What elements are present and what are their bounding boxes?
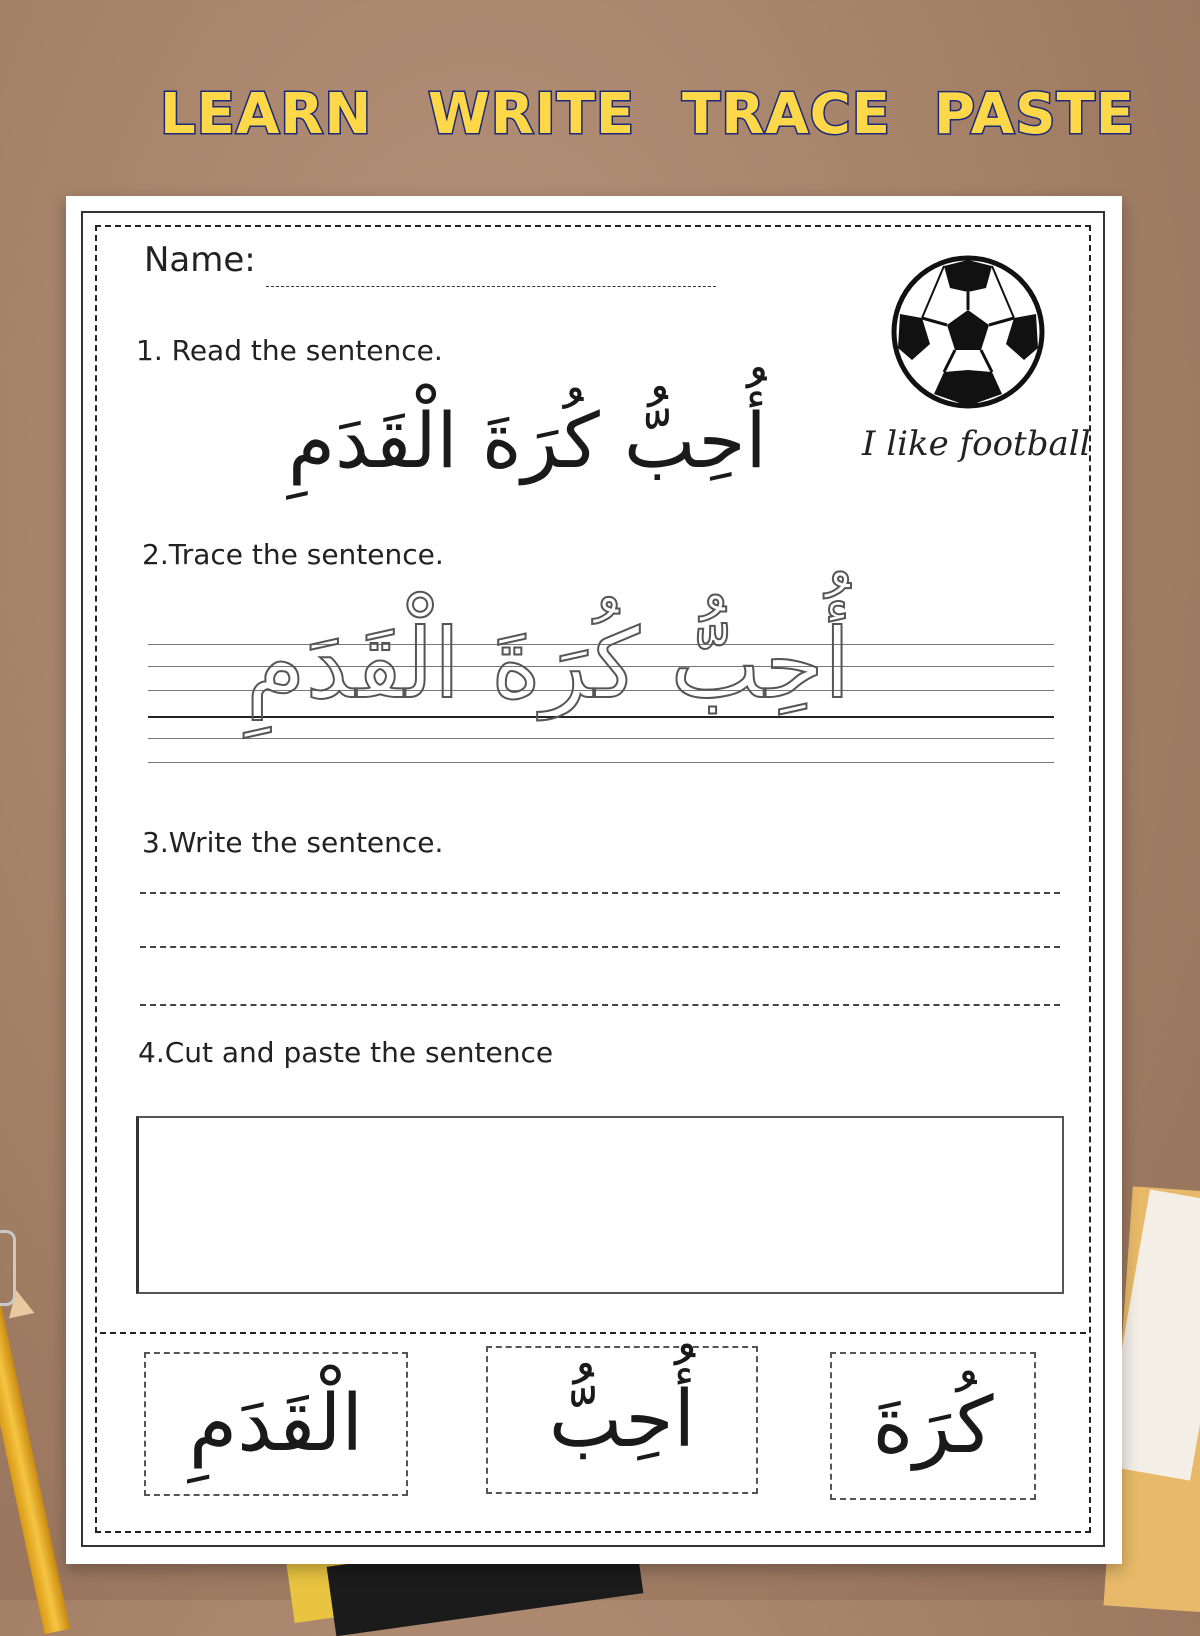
- cut-line: [100, 1332, 1086, 1334]
- trace-guide-line: [148, 738, 1054, 739]
- banner-word-paste: PASTE: [934, 82, 1136, 147]
- read-instruction: 1. Read the sentence.: [136, 334, 443, 367]
- paper-clip: [0, 1230, 16, 1306]
- trace-sentence[interactable]: أُحِبُّ كُرَةَ الْقَدَمِ: [246, 608, 851, 720]
- banner: [0, 82, 1200, 152]
- write-line[interactable]: [140, 1004, 1060, 1006]
- write-line[interactable]: [140, 946, 1060, 948]
- banner-word-trace: TRACE: [682, 82, 892, 147]
- write-instruction: 3.Write the sentence.: [142, 826, 444, 859]
- name-label: Name:: [144, 240, 256, 280]
- worksheet: [66, 196, 1122, 1564]
- paste-box[interactable]: [136, 1116, 1064, 1294]
- read-sentence: أُحِبُّ كُرَةَ الْقَدَمِ: [288, 396, 767, 485]
- name-field[interactable]: [266, 286, 716, 287]
- cut-card-uhibbu[interactable]: [486, 1346, 758, 1494]
- cut-card-word: الْقَدَمِ: [188, 1379, 364, 1469]
- cut-card-word: أُحِبُّ: [548, 1375, 696, 1465]
- trace-instruction: 2.Trace the sentence.: [142, 538, 444, 571]
- cut-card-alqadam[interactable]: [144, 1352, 408, 1496]
- cut-card-kurata[interactable]: [830, 1352, 1036, 1500]
- soccer-ball-icon: [888, 252, 1048, 412]
- banner-word-learn: LEARN: [160, 82, 373, 147]
- trace-guide-line: [148, 762, 1054, 763]
- paste-instruction: 4.Cut and paste the sentence: [138, 1036, 554, 1069]
- cut-card-word: كُرَةَ: [872, 1381, 994, 1471]
- picture-caption: I like football: [862, 424, 1091, 464]
- banner-word-write: WRITE: [428, 82, 636, 147]
- write-line[interactable]: [140, 892, 1060, 894]
- pencil: [0, 1306, 70, 1634]
